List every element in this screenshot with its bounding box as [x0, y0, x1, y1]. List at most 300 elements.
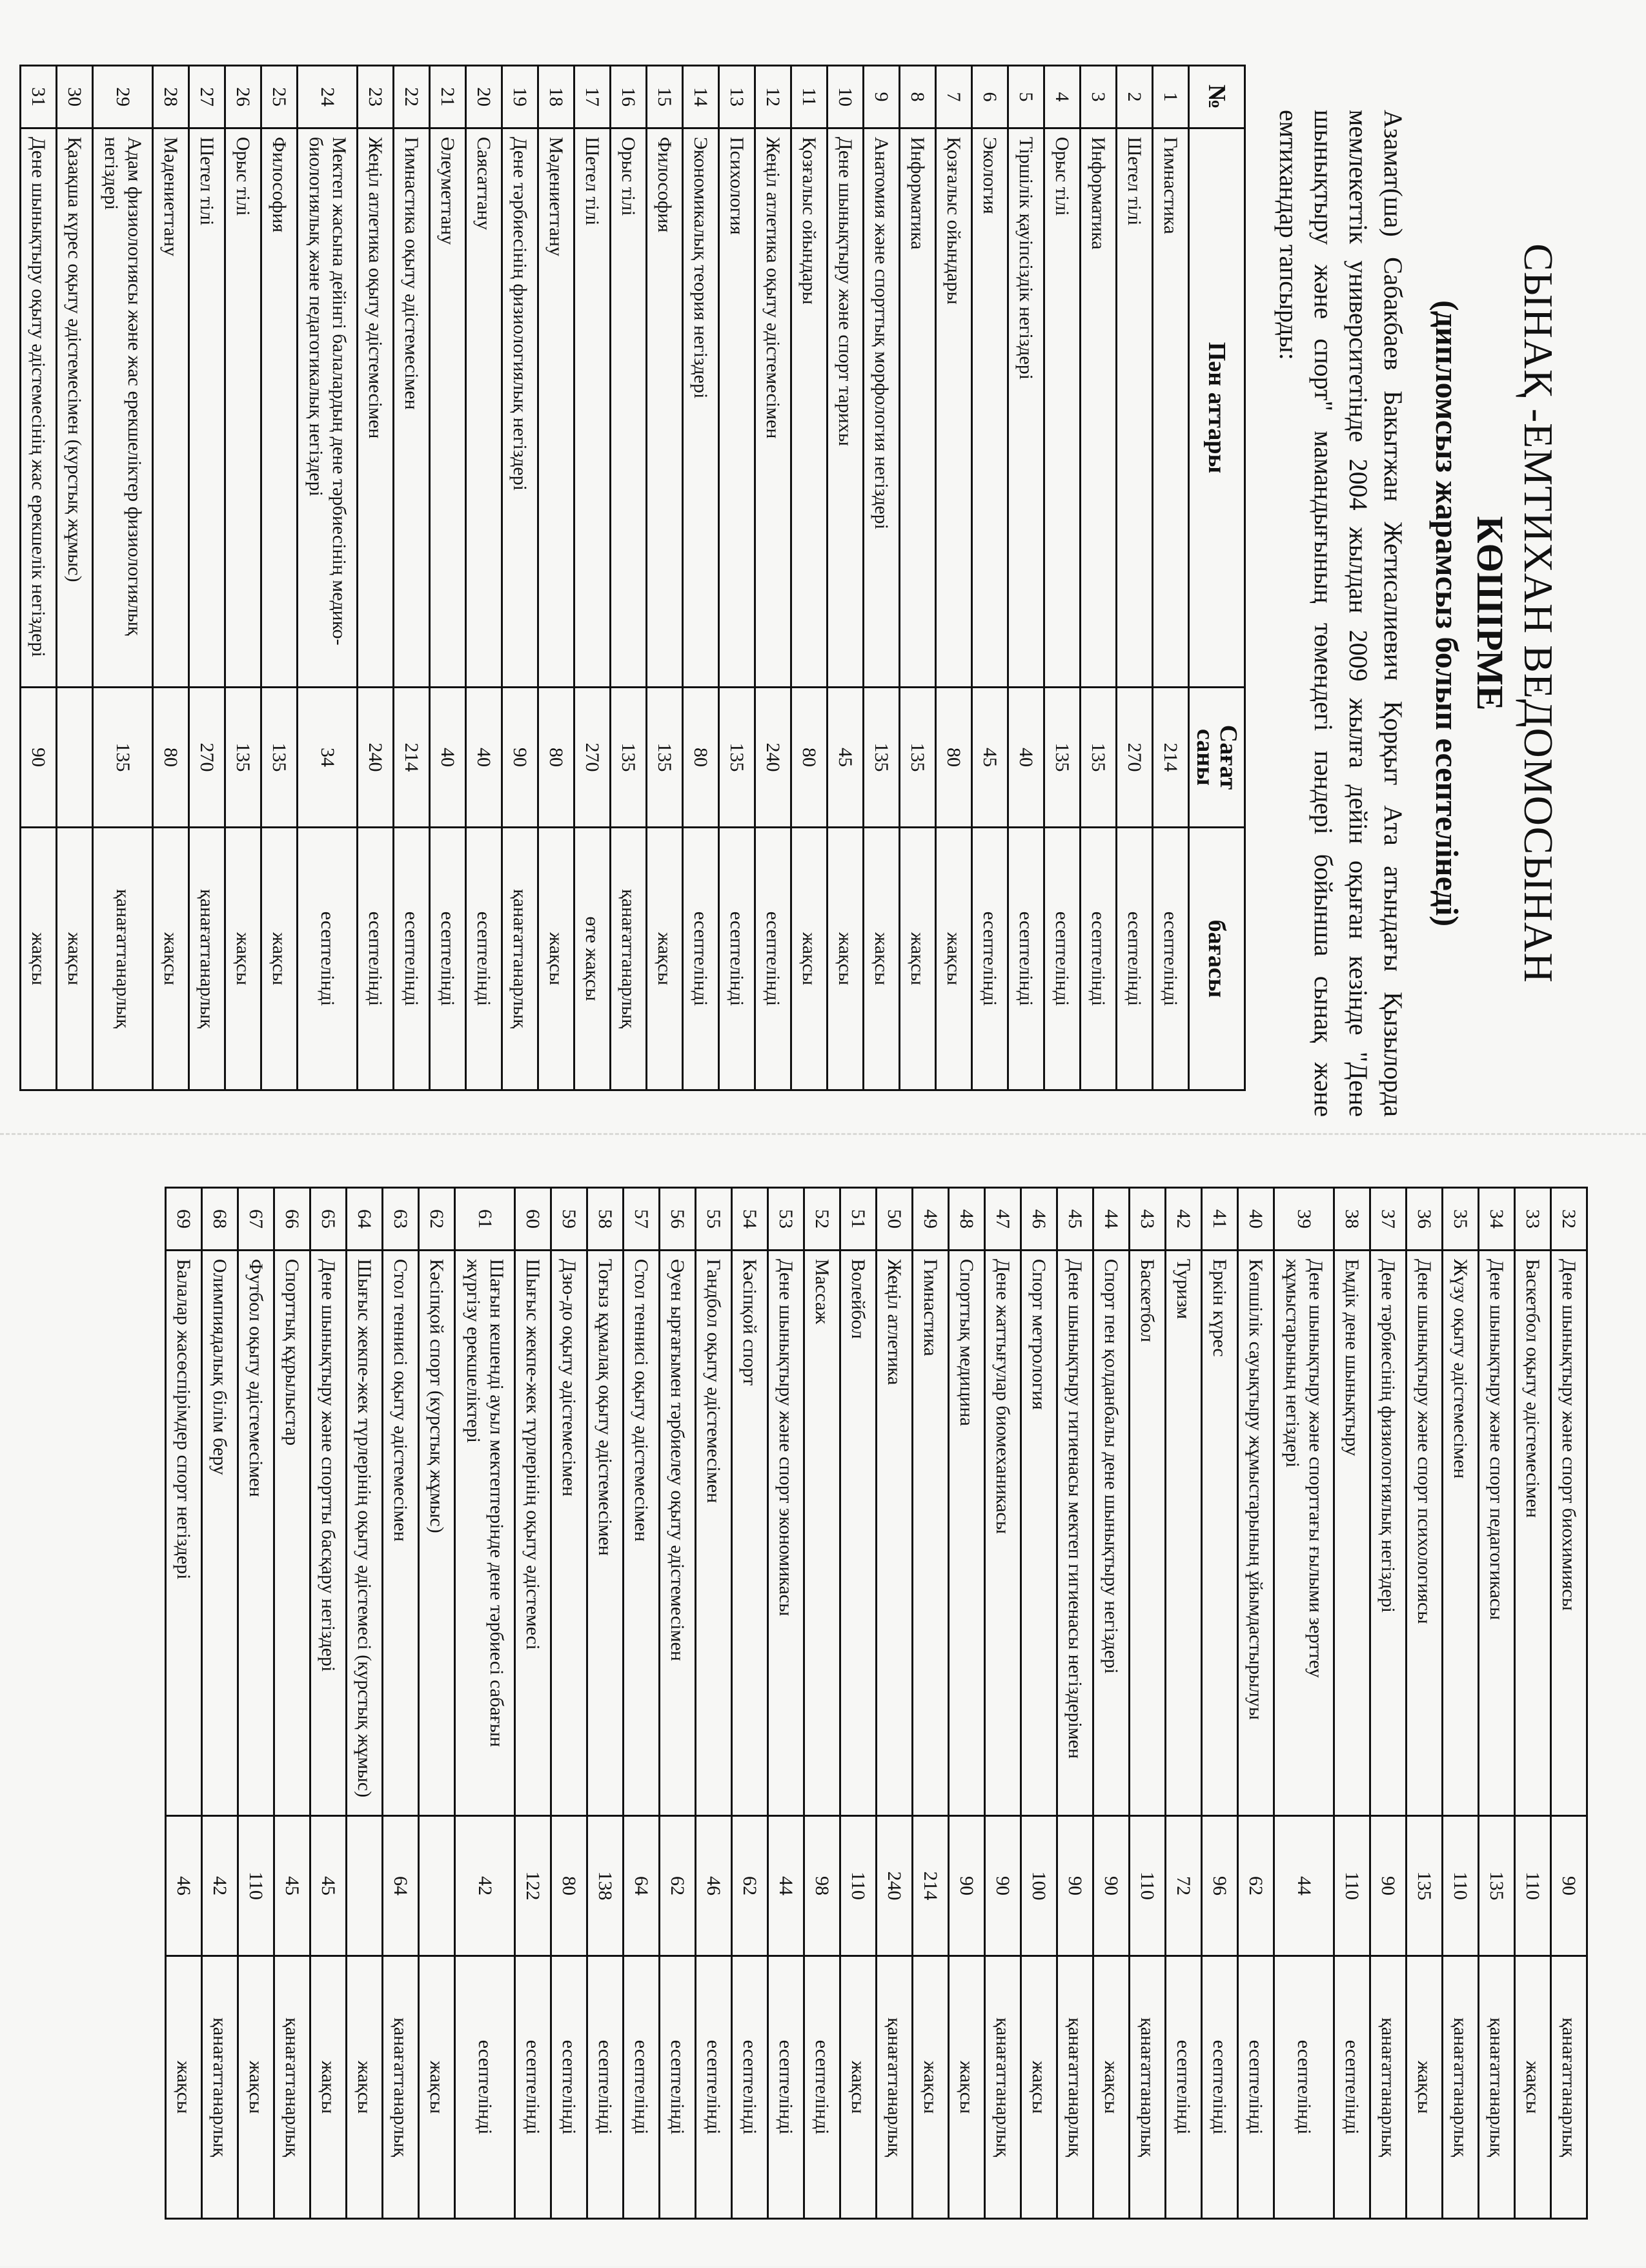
subject-name: Дене жаттығулар биомеханикасы	[985, 1251, 1021, 1816]
hours-count: 214	[1153, 688, 1189, 828]
table-row	[1008, 66, 1044, 1090]
hours-count: 45	[972, 688, 1008, 828]
grade-value: қанағаттанарлық	[1370, 1956, 1407, 2219]
row-number: 24	[298, 66, 358, 128]
header-grade: бағасы	[1189, 828, 1245, 1090]
subject-name: Дене шынықтыру және спорт тарихы	[828, 128, 864, 688]
table-row	[1021, 1188, 1057, 2219]
page-right	[0, 1133, 1646, 2268]
grade-value: есептелінді	[696, 1956, 732, 2219]
row-number: 4	[1044, 66, 1081, 128]
table-row	[274, 1188, 310, 2219]
row-number: 62	[419, 1188, 455, 1251]
row-number: 36	[1407, 1188, 1443, 1251]
table-row	[430, 66, 466, 1090]
hours-count: 90	[985, 1816, 1021, 1956]
hours-count: 46	[696, 1816, 732, 1956]
row-number: 67	[238, 1188, 274, 1251]
hours-count: 240	[877, 1816, 913, 1956]
hours-count	[57, 688, 93, 828]
grade-value: есептелінді	[1166, 1956, 1202, 2219]
hours-count: 44	[1274, 1816, 1334, 1956]
row-number: 16	[611, 66, 647, 128]
subject-name: Шығыс жекпе-жек түрлерінің оқыту әдістемесі (курстық жұмыс)	[347, 1251, 383, 1816]
table-row	[1057, 1188, 1093, 2219]
table-row	[466, 66, 502, 1090]
hours-count: 90	[1551, 1816, 1587, 1956]
grade-value: есептелінді	[1008, 828, 1044, 1090]
row-number: 27	[189, 66, 225, 128]
subject-name: Стол теннисі оқыту әдістемесімен	[383, 1251, 419, 1816]
row-number: 55	[696, 1188, 732, 1251]
table-row	[913, 1188, 949, 2219]
subject-name: Дене шынықтыру гигиенасы мектеп гигиенасы негіздерімен	[1057, 1251, 1093, 1816]
row-number: 10	[828, 66, 864, 128]
hours-count: 40	[466, 688, 502, 828]
row-number: 66	[274, 1188, 310, 1251]
grade-value: жақсы	[310, 1956, 347, 2219]
subject-name: Мәдениеттану	[153, 128, 189, 688]
subject-name: Гимнастика	[913, 1251, 949, 1816]
subject-name: Жеңіл атлетика оқыту әдістемесімен	[755, 128, 791, 688]
intro-paragraph: Азамат(ша) Сабакбаев Бакытжан Жетисалиевич Қорқыт Ата атындағы Қызылорда мемлекеттік университетінде 2004 жылдан 2009 жылға дейін оқыған кезінде "Дене шынықтыру және спорт" мамандығының төмендегі пәндері бойынша сынақ және емтихандар тапсырды:	[1274, 110, 1408, 1117]
table-row	[611, 66, 647, 1090]
table-row	[358, 66, 394, 1090]
subject-name: Футбол оқыту әдістемесімен	[238, 1251, 274, 1816]
table-row	[383, 1188, 419, 2219]
hours-count: 45	[274, 1816, 310, 1956]
subject-name: Қозғалыс ойындары	[936, 128, 972, 688]
hours-count: 270	[189, 688, 225, 828]
hours-count: 46	[166, 1816, 202, 1956]
row-number: 20	[466, 66, 502, 128]
row-number: 3	[1081, 66, 1117, 128]
table-row	[1093, 1188, 1130, 2219]
hours-count: 138	[587, 1816, 624, 1956]
grade-value: жақсы	[864, 828, 900, 1090]
header-subject: Пән аттары	[1189, 128, 1245, 688]
hours-count: 240	[358, 688, 394, 828]
grade-value: есептелінді	[732, 1956, 768, 2219]
hours-count: 42	[455, 1816, 515, 1956]
row-number: 69	[166, 1188, 202, 1251]
row-number: 17	[574, 66, 611, 128]
row-number: 30	[57, 66, 93, 128]
row-number: 59	[551, 1188, 587, 1251]
subject-name: Тоғыз құмалақ оқыту әдістемесімен	[587, 1251, 624, 1816]
hours-count: 135	[261, 688, 298, 828]
row-number: 39	[1274, 1188, 1334, 1251]
hours-count: 80	[551, 1816, 587, 1956]
grade-value: есептелінді	[1334, 1956, 1370, 2219]
hours-count: 110	[1515, 1816, 1551, 1956]
hours-count: 80	[683, 688, 719, 828]
grade-value: қанағаттанарлық	[383, 1956, 419, 2219]
row-number: 32	[1551, 1188, 1587, 1251]
grade-value: есептелінді	[1153, 828, 1189, 1090]
subject-name: Кәсіпқой спорт (курстық жұмыс)	[419, 1251, 455, 1816]
row-number: 12	[755, 66, 791, 128]
grade-value: есептелінді	[1081, 828, 1117, 1090]
table-row	[877, 1188, 913, 2219]
table-row	[1370, 1188, 1407, 2219]
document-subtitle: КӨШІРМЕ	[1469, 516, 1511, 711]
table-row	[21, 66, 57, 1090]
row-number: 33	[1515, 1188, 1551, 1251]
hours-count: 90	[1370, 1816, 1407, 1956]
grade-value: жақсы	[1021, 1956, 1057, 2219]
table-row	[972, 66, 1008, 1090]
subject-name: Әлеуметтану	[430, 128, 466, 688]
hours-count: 135	[1479, 1816, 1515, 1956]
subject-name: Еркін күрес	[1202, 1251, 1238, 1816]
grade-value: есептелінді	[804, 1956, 840, 2219]
table-row	[261, 66, 298, 1090]
hours-count: 135	[1407, 1816, 1443, 1956]
grade-value: жақсы	[538, 828, 574, 1090]
grade-value: жақсы	[153, 828, 189, 1090]
subject-name: Шетел тілі	[189, 128, 225, 688]
subject-name: Гимнастика	[1153, 128, 1189, 688]
grade-value: қанағаттанарлық	[1551, 1956, 1587, 2219]
grade-value: есептелінді	[466, 828, 502, 1090]
subject-name: Волейбол	[840, 1251, 877, 1816]
table-row	[347, 1188, 383, 2219]
subject-name: Туризм	[1166, 1251, 1202, 1816]
hours-count: 98	[804, 1816, 840, 1956]
hours-count: 110	[1334, 1816, 1370, 1956]
table-body-1	[21, 66, 1189, 1090]
subject-name: Қазақша күрес оқыту әдістемесімен (курстық жұмыс)	[57, 128, 93, 688]
grades-table-1	[19, 65, 1246, 1091]
row-number: 42	[1166, 1188, 1202, 1251]
subject-name: Дене шынықтыру және спорт педагогикасы	[1479, 1251, 1515, 1816]
grade-value: жақсы	[936, 828, 972, 1090]
grade-value: жақсы	[21, 828, 57, 1090]
grade-value: есептелінді	[358, 828, 394, 1090]
row-number: 61	[455, 1188, 515, 1251]
grade-value: жақсы	[913, 1956, 949, 2219]
subject-name: Дзю-до оқыту әдістемесімен	[551, 1251, 587, 1816]
table-row	[732, 1188, 768, 2219]
subject-name: Спорттық медицина	[949, 1251, 985, 1816]
row-number: 31	[21, 66, 57, 128]
hours-count: 110	[840, 1816, 877, 1956]
table-row	[1515, 1188, 1551, 2219]
subject-name: Гимнастика оқыту әдістемесімен	[394, 128, 430, 688]
row-number: 28	[153, 66, 189, 128]
row-number: 68	[202, 1188, 238, 1251]
row-number: 34	[1479, 1188, 1515, 1251]
hours-count: 110	[238, 1816, 274, 1956]
grade-value: есептелінді	[515, 1956, 551, 2219]
table-row	[551, 1188, 587, 2219]
grade-value: есептелінді	[719, 828, 755, 1090]
row-number: 29	[93, 66, 153, 128]
hours-count: 122	[515, 1816, 551, 1956]
subject-name: Жеңіл атлетика	[877, 1251, 913, 1816]
grade-value: қанағаттанарлық	[274, 1956, 310, 2219]
hours-count: 62	[732, 1816, 768, 1956]
grade-value: қанағаттанарлық	[1479, 1956, 1515, 2219]
header-no: №	[1189, 66, 1245, 128]
row-number: 53	[768, 1188, 804, 1251]
grade-value: жақсы	[840, 1956, 877, 2219]
hours-count: 135	[719, 688, 755, 828]
table-row	[828, 66, 864, 1090]
table-row	[949, 1188, 985, 2219]
hours-count: 80	[153, 688, 189, 828]
grade-value: қанағаттанарлық	[1130, 1956, 1166, 2219]
hours-count: 44	[768, 1816, 804, 1956]
grade-value: жақсы	[900, 828, 936, 1090]
document-header	[1271, 110, 1562, 1117]
table-row	[660, 1188, 696, 2219]
header-hours: Сағат саны	[1189, 688, 1245, 828]
row-number: 38	[1334, 1188, 1370, 1251]
table-row	[1407, 1188, 1443, 2219]
grade-value: қанағаттанарлық	[502, 828, 538, 1090]
row-number: 9	[864, 66, 900, 128]
table-body-2	[166, 1188, 1587, 2219]
row-number: 35	[1443, 1188, 1479, 1251]
subject-name: Мектеп жасына дейінгі балалардың дене тәрбиесінің медико-биологиялық және педагогикалық негіздері	[298, 128, 358, 688]
table-row	[189, 66, 225, 1090]
subject-name: Саясаттану	[466, 128, 502, 688]
grade-value: есептелінді	[768, 1956, 804, 2219]
hours-count: 270	[1117, 688, 1153, 828]
hours-count: 34	[298, 688, 358, 828]
subject-name: Балалар жасөспірімдер спорт негіздері	[166, 1251, 202, 1816]
table-row	[840, 1188, 877, 2219]
row-number: 7	[936, 66, 972, 128]
grade-value: жақсы	[949, 1956, 985, 2219]
grade-value: жақсы	[1515, 1956, 1551, 2219]
subject-name: Дене шынықтыру және спортты басқару негіздері	[310, 1251, 347, 1816]
row-number: 65	[310, 1188, 347, 1251]
row-number: 57	[624, 1188, 660, 1251]
grade-value: қанағаттанарлық	[189, 828, 225, 1090]
row-number: 41	[1202, 1188, 1238, 1251]
subject-name: Шетел тілі	[1117, 128, 1153, 688]
grade-value: есептелінді	[298, 828, 358, 1090]
table-row	[93, 66, 153, 1090]
subject-name: Информатика	[1081, 128, 1117, 688]
hours-count	[347, 1816, 383, 1956]
grade-value: қанағаттанарлық	[93, 828, 153, 1090]
row-number: 50	[877, 1188, 913, 1251]
grade-value: өте жақсы	[574, 828, 611, 1090]
row-number: 51	[840, 1188, 877, 1251]
table-row	[1202, 1188, 1238, 2219]
subject-name: Орыс тілі	[225, 128, 261, 688]
row-number: 15	[647, 66, 683, 128]
grade-value: есептелінді	[1238, 1956, 1274, 2219]
grades-table-2	[165, 1187, 1588, 2220]
grade-value: есептелінді	[660, 1956, 696, 2219]
hours-count: 64	[383, 1816, 419, 1956]
table-row	[1166, 1188, 1202, 2219]
table-row	[1130, 1188, 1166, 2219]
subject-name: Олимпиядалық білім беру	[202, 1251, 238, 1816]
hours-count: 90	[1093, 1816, 1130, 1956]
row-number: 14	[683, 66, 719, 128]
hours-count: 214	[394, 688, 430, 828]
table-row	[238, 1188, 274, 2219]
hours-count: 80	[538, 688, 574, 828]
grade-value: қанағаттанарлық	[202, 1956, 238, 2219]
table-row	[755, 66, 791, 1090]
grade-value: есептелінді	[455, 1956, 515, 2219]
page-left	[0, 0, 1646, 1133]
subject-name: Мәдениеттану	[538, 128, 574, 688]
hours-count: 42	[202, 1816, 238, 1956]
subject-name: Спорт метрология	[1021, 1251, 1057, 1816]
row-number: 44	[1093, 1188, 1130, 1251]
table-row	[1081, 66, 1117, 1090]
row-number: 11	[791, 66, 828, 128]
table-row	[900, 66, 936, 1090]
row-number: 48	[949, 1188, 985, 1251]
row-number: 22	[394, 66, 430, 128]
hours-count: 90	[949, 1816, 985, 1956]
grade-value: қанағаттанарлық	[1057, 1956, 1093, 2219]
subject-name: Орыс тілі	[611, 128, 647, 688]
hours-count: 135	[900, 688, 936, 828]
table-row	[1274, 1188, 1334, 2219]
table-row	[394, 66, 430, 1090]
table-row	[719, 66, 755, 1090]
table-row	[1551, 1188, 1587, 2219]
table-row	[153, 66, 189, 1090]
grade-value: жақсы	[419, 1956, 455, 2219]
hours-count: 135	[1081, 688, 1117, 828]
subject-name: Дене тәрбиесінің физиологиялық негіздері	[502, 128, 538, 688]
hours-count: 64	[624, 1816, 660, 1956]
grade-value: есептелінді	[624, 1956, 660, 2219]
grade-value: есептелінді	[1117, 828, 1153, 1090]
row-number: 21	[430, 66, 466, 128]
row-number: 43	[1130, 1188, 1166, 1251]
row-number: 40	[1238, 1188, 1274, 1251]
table-row	[683, 66, 719, 1090]
row-number: 56	[660, 1188, 696, 1251]
hours-count: 62	[1238, 1816, 1274, 1956]
table-row	[419, 1188, 455, 2219]
hours-count	[419, 1816, 455, 1956]
hours-count: 45	[310, 1816, 347, 1956]
table-row	[864, 66, 900, 1090]
table-row	[1238, 1188, 1274, 2219]
hours-count: 100	[1021, 1816, 1057, 1956]
hours-count: 135	[225, 688, 261, 828]
row-number: 19	[502, 66, 538, 128]
grade-value: есептелінді	[394, 828, 430, 1090]
subject-name: Емдік дене шынықтыру	[1334, 1251, 1370, 1816]
table-row	[502, 66, 538, 1090]
table-row	[1334, 1188, 1370, 2219]
subject-name: Шетел тілі	[574, 128, 611, 688]
grade-value: есептелінді	[1274, 1956, 1334, 2219]
row-number: 54	[732, 1188, 768, 1251]
table-row	[202, 1188, 238, 2219]
subject-name: Гандбол оқыту әдістемесімен	[696, 1251, 732, 1816]
hours-count: 110	[1130, 1816, 1166, 1956]
subject-name: Баскетбол	[1130, 1251, 1166, 1816]
hours-count: 270	[574, 688, 611, 828]
subject-name: Психология	[719, 128, 755, 688]
subject-name: Спорттық құрылыстар	[274, 1251, 310, 1816]
grade-value: жақсы	[238, 1956, 274, 2219]
hours-count: 72	[1166, 1816, 1202, 1956]
grade-value: есептелінді	[587, 1956, 624, 2219]
table-row	[225, 66, 261, 1090]
subject-name: Анатомия және спорттық морфология негіздері	[864, 128, 900, 688]
hours-count: 110	[1443, 1816, 1479, 1956]
subject-name: Экономикалық теория негіздері	[683, 128, 719, 688]
subject-name: Кәсіпқой спорт	[732, 1251, 768, 1816]
row-number: 47	[985, 1188, 1021, 1251]
table-row	[1153, 66, 1189, 1090]
hours-count: 135	[864, 688, 900, 828]
table-row	[310, 1188, 347, 2219]
grade-value: қанағаттанарлық	[611, 828, 647, 1090]
hours-count: 135	[93, 688, 153, 828]
grade-value: есептелінді	[1044, 828, 1081, 1090]
row-number: 63	[383, 1188, 419, 1251]
table-row	[587, 1188, 624, 2219]
row-number: 64	[347, 1188, 383, 1251]
grade-value: есептелінді	[1202, 1956, 1238, 2219]
hours-count: 40	[430, 688, 466, 828]
table-row	[57, 66, 93, 1090]
hours-count: 62	[660, 1816, 696, 1956]
grade-value: қанағаттанарлық	[877, 1956, 913, 2219]
hours-count: 96	[1202, 1816, 1238, 1956]
table-row	[985, 1188, 1021, 2219]
grade-value: жақсы	[57, 828, 93, 1090]
subject-name: Дене шынықтыру оқыту әдістемесінің жас ерекшелік негіздері	[21, 128, 57, 688]
subject-name: Тіршілік қауіпсіздік негіздері	[1008, 128, 1044, 688]
row-number: 46	[1021, 1188, 1057, 1251]
table-row	[166, 1188, 202, 2219]
table-row	[696, 1188, 732, 2219]
grade-value: жақсы	[1407, 1956, 1443, 2219]
grade-value: жақсы	[791, 828, 828, 1090]
table-header-row	[1189, 66, 1245, 1090]
row-number: 2	[1117, 66, 1153, 128]
subject-name: Қозғалыс ойындары	[791, 128, 828, 688]
row-number: 37	[1370, 1188, 1407, 1251]
table-row	[1443, 1188, 1479, 2219]
table-row	[1044, 66, 1081, 1090]
table-row	[624, 1188, 660, 2219]
grade-value: жақсы	[225, 828, 261, 1090]
subject-name: Жеңіл атлетика оқыту әдістемесімен	[358, 128, 394, 688]
hours-count: 90	[21, 688, 57, 828]
grade-value: есептелінді	[551, 1956, 587, 2219]
grade-value: есептелінді	[755, 828, 791, 1090]
row-number: 58	[587, 1188, 624, 1251]
subject-name: Көпшілік сауықтыру жұмыстарының ұйымдастырылуы	[1238, 1251, 1274, 1816]
grade-value: есептелінді	[683, 828, 719, 1090]
hours-count: 135	[611, 688, 647, 828]
hours-count: 135	[647, 688, 683, 828]
table-row	[574, 66, 611, 1090]
hours-count: 135	[1044, 688, 1081, 828]
hours-count: 40	[1008, 688, 1044, 828]
table-row	[455, 1188, 515, 2219]
